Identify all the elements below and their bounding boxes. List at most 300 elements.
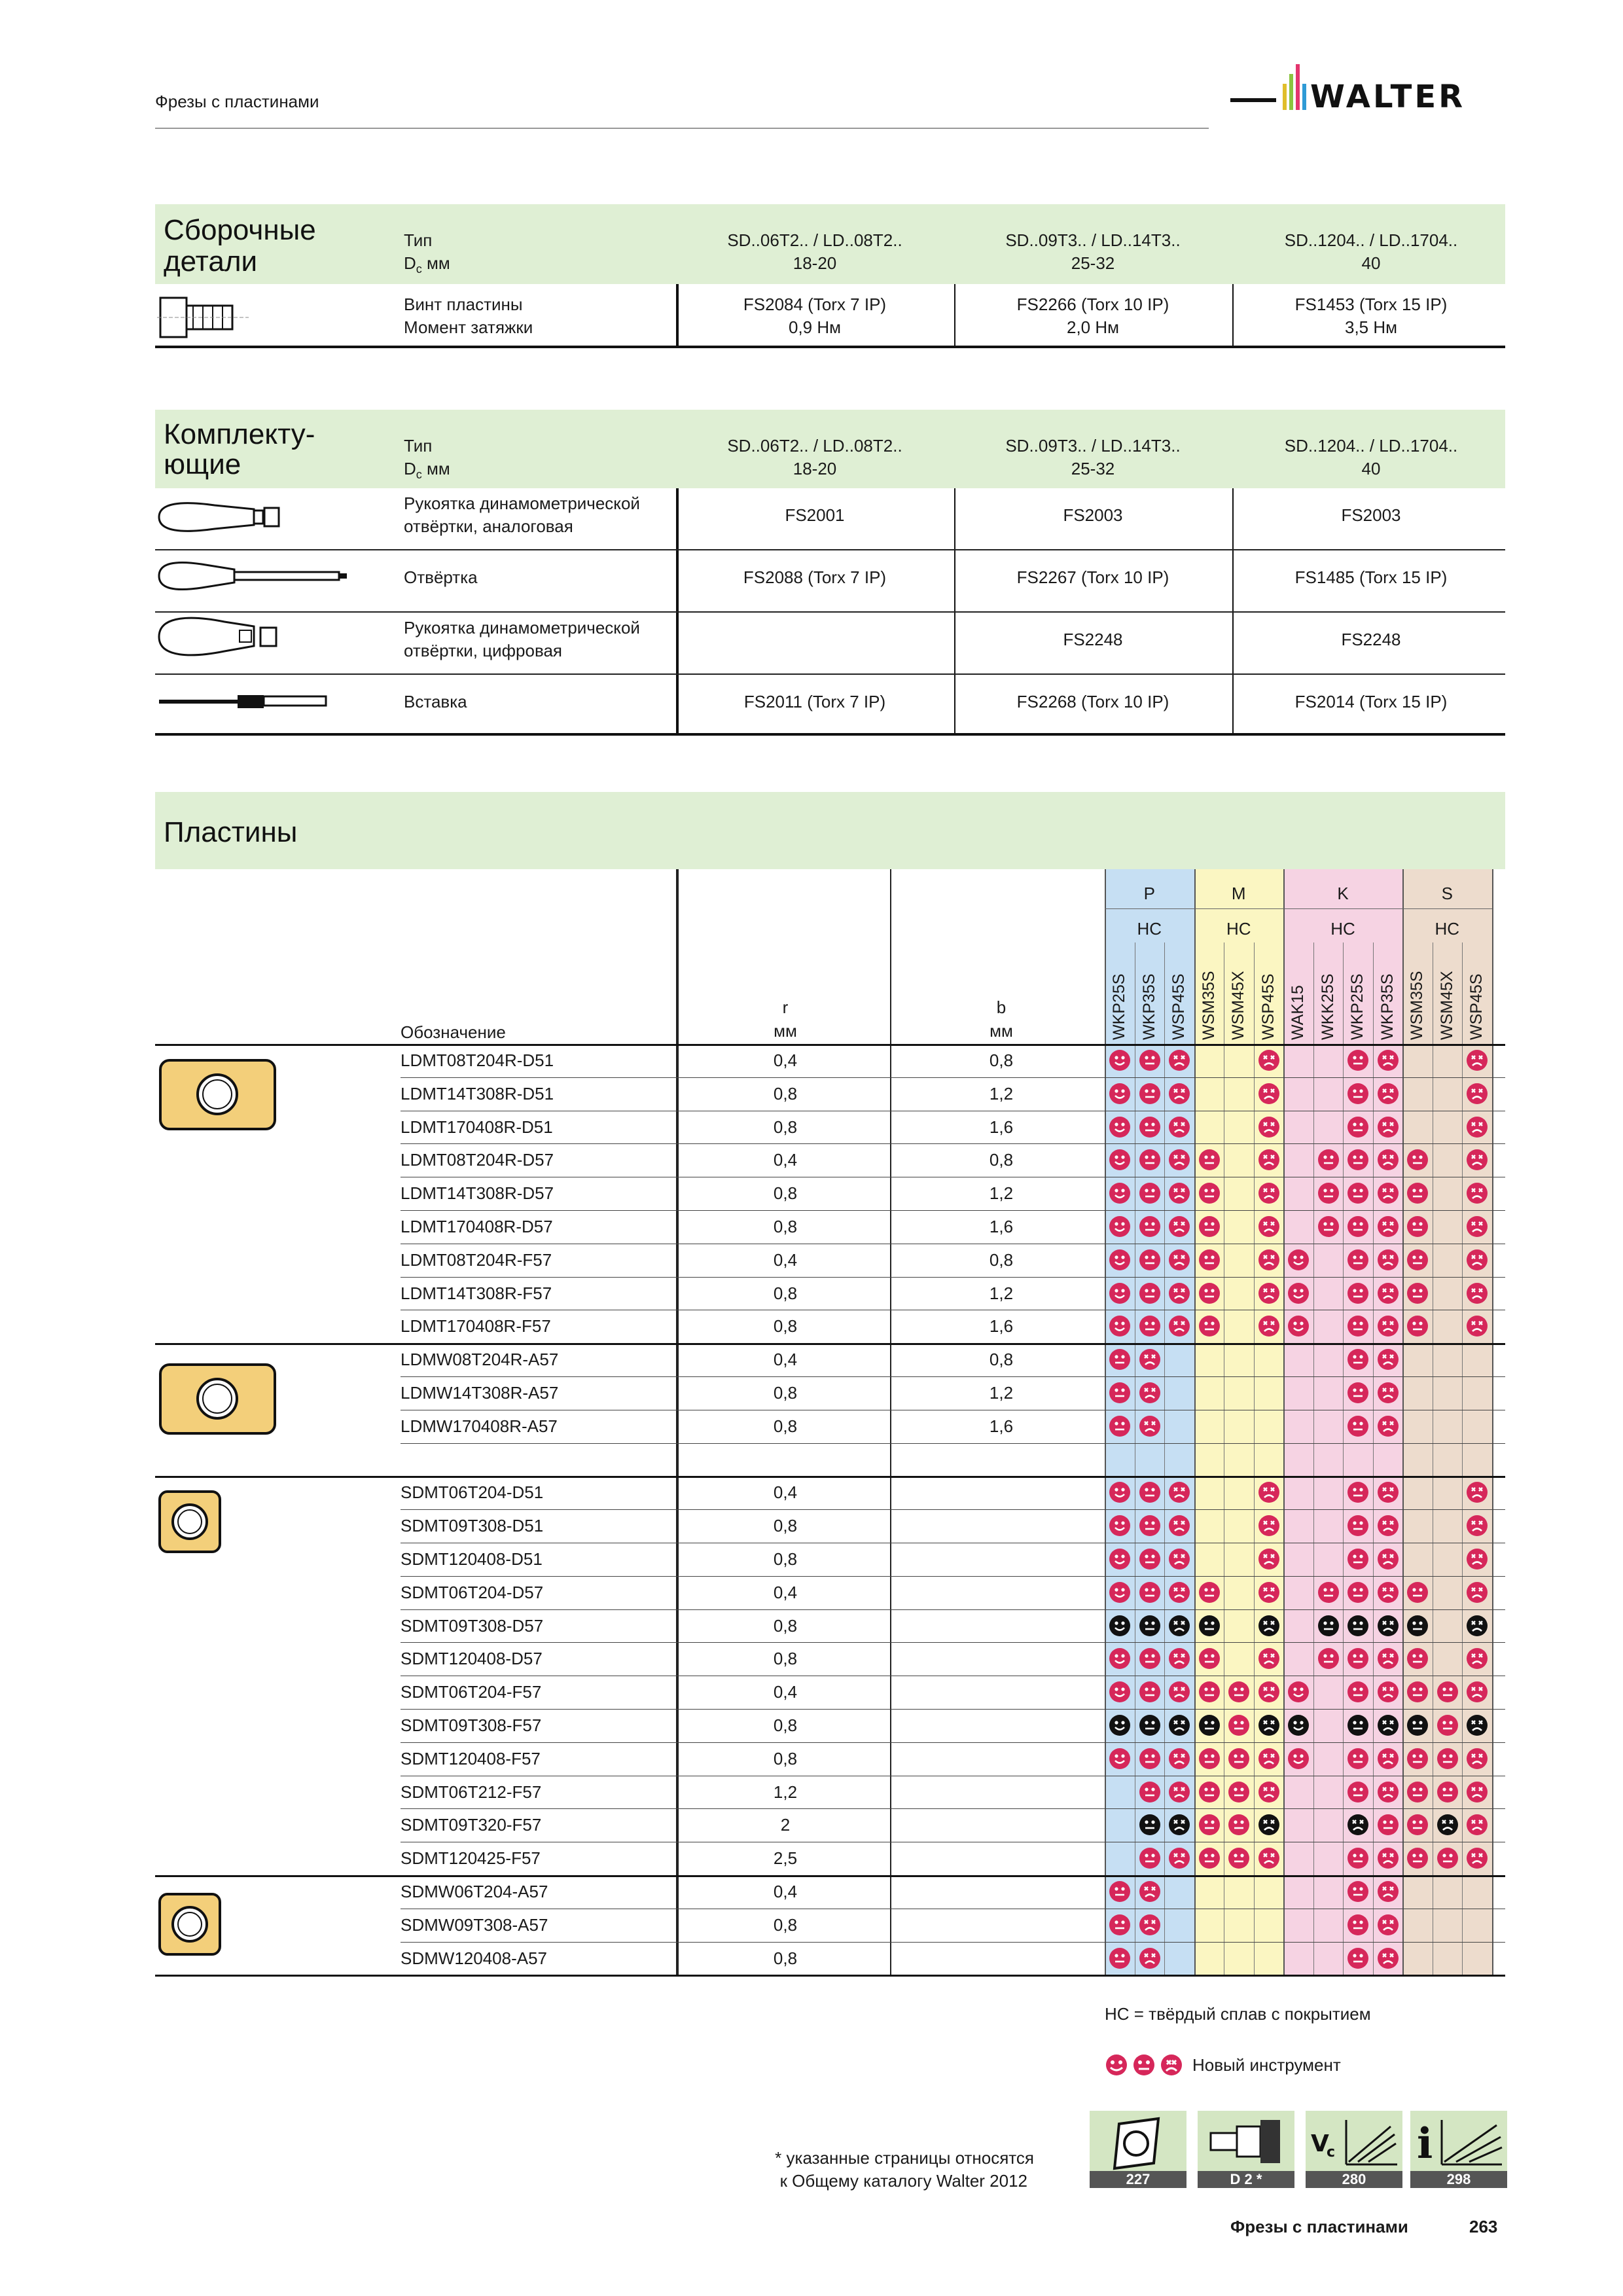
suitability-face-icon bbox=[1376, 1248, 1400, 1275]
header-rule bbox=[155, 128, 1209, 129]
acc-title-1: Комплекту- bbox=[164, 418, 315, 450]
suitability-face-icon bbox=[1346, 1913, 1370, 1940]
screw-icon bbox=[157, 291, 255, 344]
suitability-face-icon bbox=[1465, 1215, 1489, 1242]
suitability-face-icon bbox=[1108, 1181, 1132, 1208]
suitability-face-icon bbox=[1198, 1148, 1221, 1175]
insert-row-rule bbox=[155, 1476, 1505, 1478]
acc-row-3-val-3: FS2248 bbox=[1341, 630, 1401, 649]
footer-note-2: к Общему каталогу Walter 2012 bbox=[779, 2171, 1027, 2191]
suitability-face-icon bbox=[1346, 1846, 1370, 1873]
insert-radius: 2 bbox=[780, 1815, 791, 1835]
grade-group-rule bbox=[1402, 908, 1492, 909]
parts-val-2b: 2,0 Нм bbox=[1066, 317, 1120, 337]
info-icon bbox=[1410, 2111, 1507, 2171]
grade-group-letter: P bbox=[1143, 884, 1155, 903]
insert-designation: LDMT170408R-F57 bbox=[401, 1316, 551, 1336]
insert-bit-icon bbox=[156, 689, 332, 715]
suitability-face-icon bbox=[1406, 1647, 1429, 1674]
suitability-face-icon bbox=[1198, 1282, 1221, 1308]
grade-name: WSP45S bbox=[1467, 973, 1486, 1040]
insert-row-rule bbox=[401, 1642, 1505, 1643]
insert-designation: SDMT09T308-F57 bbox=[401, 1715, 542, 1735]
suitability-face-icon bbox=[1108, 1248, 1132, 1275]
suitability-face-icon bbox=[1376, 1846, 1400, 1873]
suitability-face-icon bbox=[1346, 1647, 1370, 1674]
suitability-face-icon bbox=[1108, 1514, 1132, 1541]
suitability-face-icon bbox=[1138, 1248, 1162, 1275]
acc-row-2-label-a: Отвёртка bbox=[404, 567, 478, 587]
suitability-face-icon bbox=[1465, 1680, 1489, 1707]
suitability-face-icon bbox=[1376, 1946, 1400, 1973]
suitability-face-icon bbox=[1198, 1780, 1221, 1807]
insert-row-rule bbox=[155, 1343, 1505, 1345]
suitability-face-icon bbox=[1287, 1680, 1310, 1707]
suitability-face-icon bbox=[1138, 1713, 1162, 1740]
acc-row-2-val-3: FS1485 (Torx 15 IP) bbox=[1294, 567, 1448, 587]
insert-chamfer: 1,2 bbox=[989, 1183, 1014, 1204]
grade-group-hc: HC bbox=[1137, 919, 1162, 939]
insert-radius: 0,4 bbox=[773, 1350, 798, 1370]
insert-chamfer: 1,6 bbox=[989, 1416, 1014, 1436]
suitability-face-icon bbox=[1138, 1813, 1162, 1840]
suitability-face-icon bbox=[1287, 1747, 1310, 1774]
acc-rule-1 bbox=[155, 549, 1505, 550]
suitability-face-icon bbox=[1465, 1282, 1489, 1308]
acc-row-4-label-a: Вставка bbox=[404, 692, 467, 711]
suitability-face-icon bbox=[1257, 1680, 1281, 1707]
insert-radius: 0,8 bbox=[773, 1416, 798, 1436]
grade-name: WAK15 bbox=[1289, 985, 1307, 1040]
suitability-face-icon bbox=[1406, 1846, 1429, 1873]
suitability-face-icon bbox=[1168, 1248, 1191, 1275]
svg-text:i: i bbox=[1417, 2119, 1433, 2168]
suitability-face-icon bbox=[1376, 1215, 1400, 1242]
suitability-face-icon bbox=[1346, 1049, 1370, 1075]
insert-designation: SDMT06T204-D51 bbox=[401, 1482, 544, 1503]
suitability-face-icon bbox=[1138, 1314, 1162, 1341]
parts-col-1-dc: 18-20 bbox=[793, 253, 837, 273]
suitability-face-icon bbox=[1346, 1713, 1370, 1740]
suitability-face-icon bbox=[1108, 1713, 1132, 1740]
parts-col-2-type: SD..09T3.. / LD..14T3.. bbox=[1005, 230, 1181, 250]
insert-chamfer: 0,8 bbox=[989, 1249, 1014, 1270]
insert-radius: 0,8 bbox=[773, 1316, 798, 1336]
insert-geometry-icon bbox=[1090, 2111, 1186, 2171]
suitability-face-icon bbox=[1465, 1115, 1489, 1142]
suitability-face-icon bbox=[1406, 1581, 1429, 1607]
suitability-face-icon bbox=[1376, 1115, 1400, 1142]
col-b-unit: мм bbox=[990, 1021, 1013, 1041]
suitability-face-icon bbox=[1317, 1614, 1340, 1641]
insert-radius: 0,8 bbox=[773, 1117, 798, 1137]
suitability-face-icon bbox=[1257, 1248, 1281, 1275]
ref-num-1[interactable]: 227 bbox=[1090, 2171, 1186, 2188]
suitability-face-icon bbox=[1436, 1846, 1459, 1873]
suitability-face-icon bbox=[1168, 1049, 1191, 1075]
insert-radius: 0,8 bbox=[773, 1549, 798, 1569]
suitability-face-icon bbox=[1346, 1480, 1370, 1507]
acc-col-1-dc: 18-20 bbox=[793, 459, 837, 478]
insert-chamfer: 1,2 bbox=[989, 1283, 1014, 1303]
suitability-face-icon bbox=[1108, 1581, 1132, 1607]
acc-type-label: Тип bbox=[404, 436, 433, 456]
parts-col-2-dc: 25-32 bbox=[1071, 253, 1115, 273]
suitability-face-icon bbox=[1257, 1813, 1281, 1840]
suitability-face-icon bbox=[1138, 1282, 1162, 1308]
suitability-face-icon bbox=[1108, 1946, 1132, 1973]
suitability-face-icon bbox=[1465, 1747, 1489, 1774]
ref-num-3[interactable]: 280 bbox=[1306, 2171, 1402, 2188]
suitability-face-icon bbox=[1168, 1846, 1191, 1873]
suitability-face-icon bbox=[1168, 1547, 1191, 1574]
suitability-face-icon bbox=[1108, 1215, 1132, 1242]
col-r: r bbox=[782, 997, 789, 1017]
suitability-face-icon bbox=[1376, 1414, 1400, 1441]
grade-name: WSM45X bbox=[1437, 971, 1456, 1040]
insert-designation: LDMW170408R-A57 bbox=[401, 1416, 558, 1436]
suitability-face-icon bbox=[1138, 1647, 1162, 1674]
suitability-face-icon bbox=[1346, 1813, 1370, 1840]
insert-designation: SDMW09T308-A57 bbox=[401, 1914, 548, 1935]
suitability-face-icon bbox=[1198, 1647, 1221, 1674]
suitability-face-icon bbox=[1108, 1614, 1132, 1641]
insert-row-rule bbox=[401, 1942, 1505, 1943]
suitability-face-icon bbox=[1376, 1547, 1400, 1574]
insert-row-rule bbox=[401, 1443, 1505, 1444]
suitability-face-icon bbox=[1257, 1115, 1281, 1142]
insert-radius: 0,4 bbox=[773, 1682, 798, 1702]
suitability-face-icon bbox=[1465, 1181, 1489, 1208]
suitability-face-icon bbox=[1138, 1115, 1162, 1142]
insert-radius: 0,4 bbox=[773, 1582, 798, 1602]
suitability-face-icon bbox=[1138, 1581, 1162, 1607]
suitability-face-icon bbox=[1168, 1713, 1191, 1740]
suitability-face-icon bbox=[1257, 1547, 1281, 1574]
suitability-face-icon bbox=[1108, 1913, 1132, 1940]
suitability-face-icon bbox=[1346, 1514, 1370, 1541]
suitability-face-icon bbox=[1257, 1215, 1281, 1242]
suitability-face-icon bbox=[1138, 1614, 1162, 1641]
suitability-face-icon bbox=[1108, 1314, 1132, 1341]
insert-chamfer: 1,6 bbox=[989, 1316, 1014, 1336]
suitability-face-icon bbox=[1465, 1480, 1489, 1507]
suitability-face-icon bbox=[1138, 1780, 1162, 1807]
suitability-face-icon bbox=[1436, 1713, 1459, 1740]
suitability-face-icon bbox=[1257, 1314, 1281, 1341]
suitability-face-icon bbox=[1465, 1813, 1489, 1840]
insert-designation: LDMT170408R-D57 bbox=[401, 1217, 553, 1236]
acc-row-2-val-2: FS2267 (Torx 10 IP) bbox=[1016, 567, 1169, 587]
insert-radius: 0,4 bbox=[773, 1050, 798, 1070]
suitability-face-icon bbox=[1406, 1314, 1429, 1341]
suitability-face-icon bbox=[1376, 1148, 1400, 1175]
insert-radius: 0,4 bbox=[773, 1249, 798, 1270]
suitability-face-icon bbox=[1198, 1747, 1221, 1774]
insert-sd-mt-icon bbox=[157, 1489, 223, 1554]
suitability-face-icon bbox=[1465, 1581, 1489, 1607]
insert-radius: 0,4 bbox=[773, 1882, 798, 1901]
acc-col-1-type: SD..06T2.. / LD..08T2.. bbox=[727, 436, 902, 456]
suitability-face-icon bbox=[1406, 1680, 1429, 1707]
insert-designation: SDMT120408-F57 bbox=[401, 1748, 541, 1768]
insert-row-rule bbox=[401, 1376, 1505, 1377]
suitability-face-icon bbox=[1108, 1547, 1132, 1574]
insert-radius: 0,4 bbox=[773, 1150, 798, 1170]
acc-row-1-val-1: FS2001 bbox=[785, 505, 845, 525]
suitability-face-icon bbox=[1346, 1314, 1370, 1341]
acc-row-1-val-2: FS2003 bbox=[1063, 505, 1123, 525]
suitability-face-icon bbox=[1227, 1813, 1251, 1840]
suitability-face-icon bbox=[1138, 1082, 1162, 1109]
grade-col-rule bbox=[1343, 942, 1344, 1975]
suitability-face-icon bbox=[1346, 1115, 1370, 1142]
suitability-face-icon bbox=[1406, 1181, 1429, 1208]
suitability-face-icon bbox=[1346, 1381, 1370, 1408]
suitability-face-icon bbox=[1198, 1581, 1221, 1607]
acc-dc-label: $D_c$ мм bbox=[404, 459, 450, 482]
insert-radius: 0,8 bbox=[773, 1217, 798, 1236]
grade-group-letter: K bbox=[1337, 884, 1349, 903]
grade-col-rule bbox=[1164, 942, 1165, 1975]
grade-name: WSM35S bbox=[1408, 971, 1426, 1040]
grade-group-letter: S bbox=[1441, 884, 1453, 903]
grade-name: WSP45S bbox=[1258, 973, 1277, 1040]
suitability-face-icon bbox=[1346, 1780, 1370, 1807]
cutter-holder-icon bbox=[1198, 2111, 1294, 2171]
suitability-face-icon bbox=[1436, 1780, 1459, 1807]
walter-logo bbox=[1230, 58, 1520, 123]
insert-radius: 0,8 bbox=[773, 1083, 798, 1103]
suitability-face-icon bbox=[1346, 1747, 1370, 1774]
insert-radius: 0,8 bbox=[773, 1183, 798, 1204]
suitability-face-icon bbox=[1108, 1049, 1132, 1075]
suitability-face-icon bbox=[1406, 1248, 1429, 1275]
parts-col-1-type: SD..06T2.. / LD..08T2.. bbox=[727, 230, 902, 250]
insert-designation: LDMT14T308R-F57 bbox=[401, 1283, 552, 1303]
footer-section: Фрезы с пластинами bbox=[1230, 2217, 1408, 2236]
grade-group-rule bbox=[1194, 908, 1284, 909]
acc-row-1-label-b: отвёртки, аналоговая bbox=[404, 516, 573, 536]
suitability-face-icon bbox=[1168, 1614, 1191, 1641]
insert-designation: SDMT120408-D51 bbox=[401, 1549, 543, 1569]
insert-designation: SDMW120408-A57 bbox=[401, 1948, 547, 1968]
suitability-face-icon bbox=[1138, 1348, 1162, 1374]
suitability-face-icon bbox=[1346, 1581, 1370, 1607]
suitability-face-icon bbox=[1465, 1514, 1489, 1541]
suitability-face-icon bbox=[1257, 1514, 1281, 1541]
suitability-face-icon bbox=[1406, 1780, 1429, 1807]
suitability-face-icon bbox=[1346, 1148, 1370, 1175]
suitability-face-icon bbox=[1436, 1813, 1459, 1840]
acc-row-1-label-a: Рукоятка динамометрической bbox=[404, 493, 640, 513]
suitability-face-icon bbox=[1257, 1581, 1281, 1607]
suitability-face-icon bbox=[1376, 1348, 1400, 1374]
grade-group-hc: HC bbox=[1330, 919, 1355, 939]
suitability-face-icon bbox=[1227, 1713, 1251, 1740]
grade-name: WKP25S bbox=[1110, 973, 1128, 1040]
insert-radius: 0,8 bbox=[773, 1948, 798, 1968]
inserts-title: Пластины bbox=[164, 816, 298, 848]
parts-title: Сборочные детали bbox=[164, 214, 316, 278]
insert-head-rule bbox=[155, 1044, 1505, 1046]
suitability-face-icon bbox=[1108, 1082, 1132, 1109]
suitability-face-icon bbox=[1257, 1082, 1281, 1109]
suitability-face-icon bbox=[1138, 1747, 1162, 1774]
suitability-face-icon bbox=[1406, 1215, 1429, 1242]
suitability-face-icon bbox=[1168, 1680, 1191, 1707]
suitability-face-icon bbox=[1227, 1846, 1251, 1873]
acc-col-3-dc: 40 bbox=[1361, 459, 1381, 478]
suitability-face-icon bbox=[1138, 1913, 1162, 1940]
suitability-face-icon bbox=[1257, 1780, 1281, 1807]
grade-group-rule bbox=[1105, 908, 1194, 909]
parts-val-1b: 0,9 Нм bbox=[788, 317, 842, 337]
insert-designation: SDMT09T308-D57 bbox=[401, 1615, 544, 1636]
acc-row-1-val-3: FS2003 bbox=[1341, 505, 1401, 525]
suitability-face-icon bbox=[1168, 1215, 1191, 1242]
grade-group-rule bbox=[1283, 908, 1402, 909]
svg-text:V: V bbox=[1311, 2130, 1329, 2157]
insert-designation: LDMT170408R-D51 bbox=[401, 1117, 553, 1137]
parts-row-label-2: Момент затяжки bbox=[404, 317, 533, 337]
suitability-face-icon bbox=[1376, 1780, 1400, 1807]
parts-row-label-1: Винт пластины bbox=[404, 295, 523, 314]
acc-row-4-val-1: FS2011 (Torx 7 IP) bbox=[743, 692, 886, 711]
parts-val-3a: FS1453 (Torx 15 IP) bbox=[1294, 295, 1448, 314]
grade-col-rule bbox=[1373, 942, 1374, 1975]
ref-num-4[interactable]: 298 bbox=[1410, 2171, 1507, 2188]
suitability-face-icon bbox=[1376, 1314, 1400, 1341]
suitability-face-icon bbox=[1376, 1813, 1400, 1840]
grade-name: WSP45S bbox=[1169, 973, 1188, 1040]
grade-name: WKK25S bbox=[1318, 973, 1337, 1040]
acc-row-4-val-2: FS2268 (Torx 10 IP) bbox=[1016, 692, 1169, 711]
suitability-face-icon bbox=[1108, 1115, 1132, 1142]
suitability-face-icon bbox=[1108, 1414, 1132, 1441]
grade-col-rule bbox=[1254, 942, 1255, 1975]
insert-radius: 0,4 bbox=[773, 1482, 798, 1503]
suitability-face-icon bbox=[1108, 1747, 1132, 1774]
insert-designation: LDMW14T308R-A57 bbox=[401, 1383, 559, 1403]
suitability-face-icon bbox=[1346, 1547, 1370, 1574]
insert-row-rule bbox=[401, 1576, 1505, 1577]
acc-row-3-label-b: отвёртки, цифровая bbox=[404, 641, 562, 660]
torque-handle-digital-icon bbox=[156, 612, 283, 661]
suitability-face-icon bbox=[1376, 1647, 1400, 1674]
inserts-header-band bbox=[155, 792, 1505, 869]
suitability-face-icon bbox=[1168, 1780, 1191, 1807]
acc-row-4-val-3: FS2014 (Torx 15 IP) bbox=[1294, 692, 1448, 711]
insert-sd-mw-icon bbox=[157, 1892, 223, 1957]
suitability-face-icon bbox=[1346, 1614, 1370, 1641]
suitability-face-icon bbox=[1168, 1314, 1191, 1341]
grade-name: WSM45X bbox=[1229, 971, 1247, 1040]
insert-row-rule bbox=[401, 1210, 1505, 1211]
suitability-face-icon bbox=[1108, 1880, 1132, 1907]
insert-designation: SDMT06T204-F57 bbox=[401, 1682, 542, 1702]
suitability-face-icon bbox=[1198, 1248, 1221, 1275]
suitability-face-icon bbox=[1257, 1713, 1281, 1740]
grade-name: WKP35S bbox=[1378, 973, 1397, 1040]
suitability-face-icon bbox=[1108, 1148, 1132, 1175]
acc-title-2: ющие bbox=[164, 448, 241, 480]
parts-col-3-type: SD..1204.. / LD..1704.. bbox=[1284, 230, 1458, 250]
suitability-face-icon bbox=[1317, 1148, 1340, 1175]
suitability-face-icon bbox=[1168, 1581, 1191, 1607]
suitability-face-icon bbox=[1465, 1780, 1489, 1807]
new-tool-legend: Новый инструмент bbox=[1192, 2055, 1341, 2075]
screwdriver-icon bbox=[156, 556, 352, 596]
insert-radius: 1,2 bbox=[773, 1782, 798, 1802]
insert-designation: SDMT120425-F57 bbox=[401, 1848, 541, 1869]
acc-row-2-val-1: FS2088 (Torx 7 IP) bbox=[743, 567, 887, 587]
suitability-face-icon bbox=[1168, 1514, 1191, 1541]
suitability-face-icon bbox=[1287, 1713, 1310, 1740]
ref-num-2[interactable]: D 2 * bbox=[1198, 2171, 1294, 2188]
suitability-face-icon bbox=[1198, 1181, 1221, 1208]
insert-chamfer: 0,8 bbox=[989, 1050, 1014, 1070]
suitability-face-icon bbox=[1168, 1747, 1191, 1774]
suitability-face-icon bbox=[1138, 1514, 1162, 1541]
insert-radius: 0,8 bbox=[773, 1715, 798, 1735]
insert-radius: 0,8 bbox=[773, 1748, 798, 1768]
col-r-unit: мм bbox=[774, 1021, 797, 1041]
suitability-face-icon bbox=[1465, 1713, 1489, 1740]
suitability-face-icon bbox=[1138, 1846, 1162, 1873]
suitability-face-icon bbox=[1346, 1215, 1370, 1242]
suitability-face-icon bbox=[1168, 1082, 1191, 1109]
suitability-face-icon bbox=[1257, 1148, 1281, 1175]
footer-note-1: * указанные страницы относятся bbox=[775, 2148, 1034, 2168]
insert-designation: SDMT09T320-F57 bbox=[401, 1815, 542, 1835]
insert-row-rule bbox=[401, 1277, 1505, 1278]
suitability-face-icon bbox=[1376, 1514, 1400, 1541]
grade-group-hc: HC bbox=[1226, 919, 1251, 939]
grade-group-hc: HC bbox=[1435, 919, 1460, 939]
suitability-face-icon bbox=[1376, 1082, 1400, 1109]
suitability-face-icon bbox=[1317, 1581, 1340, 1607]
insert-row-rule bbox=[155, 1875, 1505, 1877]
insert-row-rule bbox=[155, 1975, 1505, 1977]
suitability-face-icon bbox=[1257, 1282, 1281, 1308]
suitability-face-icon bbox=[1376, 1880, 1400, 1907]
parts-val-3b: 3,5 Нм bbox=[1344, 317, 1398, 337]
suitability-face-icon bbox=[1138, 1181, 1162, 1208]
suitability-face-icon bbox=[1346, 1082, 1370, 1109]
suitability-face-icon bbox=[1346, 1181, 1370, 1208]
insert-row-rule bbox=[401, 1143, 1505, 1144]
insert-designation: LDMT08T204R-D51 bbox=[401, 1050, 554, 1070]
suitability-face-icon bbox=[1465, 1082, 1489, 1109]
suitability-face-icon bbox=[1168, 1813, 1191, 1840]
suitability-face-icon bbox=[1168, 1115, 1191, 1142]
suitability-face-icon bbox=[1168, 1647, 1191, 1674]
insert-designation: SDMT06T212-F57 bbox=[401, 1782, 542, 1802]
insert-designation: LDMT14T308R-D57 bbox=[401, 1183, 554, 1204]
grade-name: WKP35S bbox=[1139, 973, 1158, 1040]
grade-name: WKP25S bbox=[1348, 973, 1366, 1040]
suitability-face-icon bbox=[1465, 1314, 1489, 1341]
parts-col-3-dc: 40 bbox=[1361, 253, 1381, 273]
hc-note: HC = твёрдый сплав с покрытием bbox=[1105, 2004, 1371, 2024]
insert-row-rule bbox=[401, 1808, 1505, 1809]
grade-group-letter: M bbox=[1231, 884, 1246, 903]
insert-radius: 0,8 bbox=[773, 1516, 798, 1536]
suitability-face-icon bbox=[1257, 1747, 1281, 1774]
new-tool-legend-icons bbox=[1105, 2052, 1190, 2078]
suitability-face-icon bbox=[1227, 1780, 1251, 1807]
